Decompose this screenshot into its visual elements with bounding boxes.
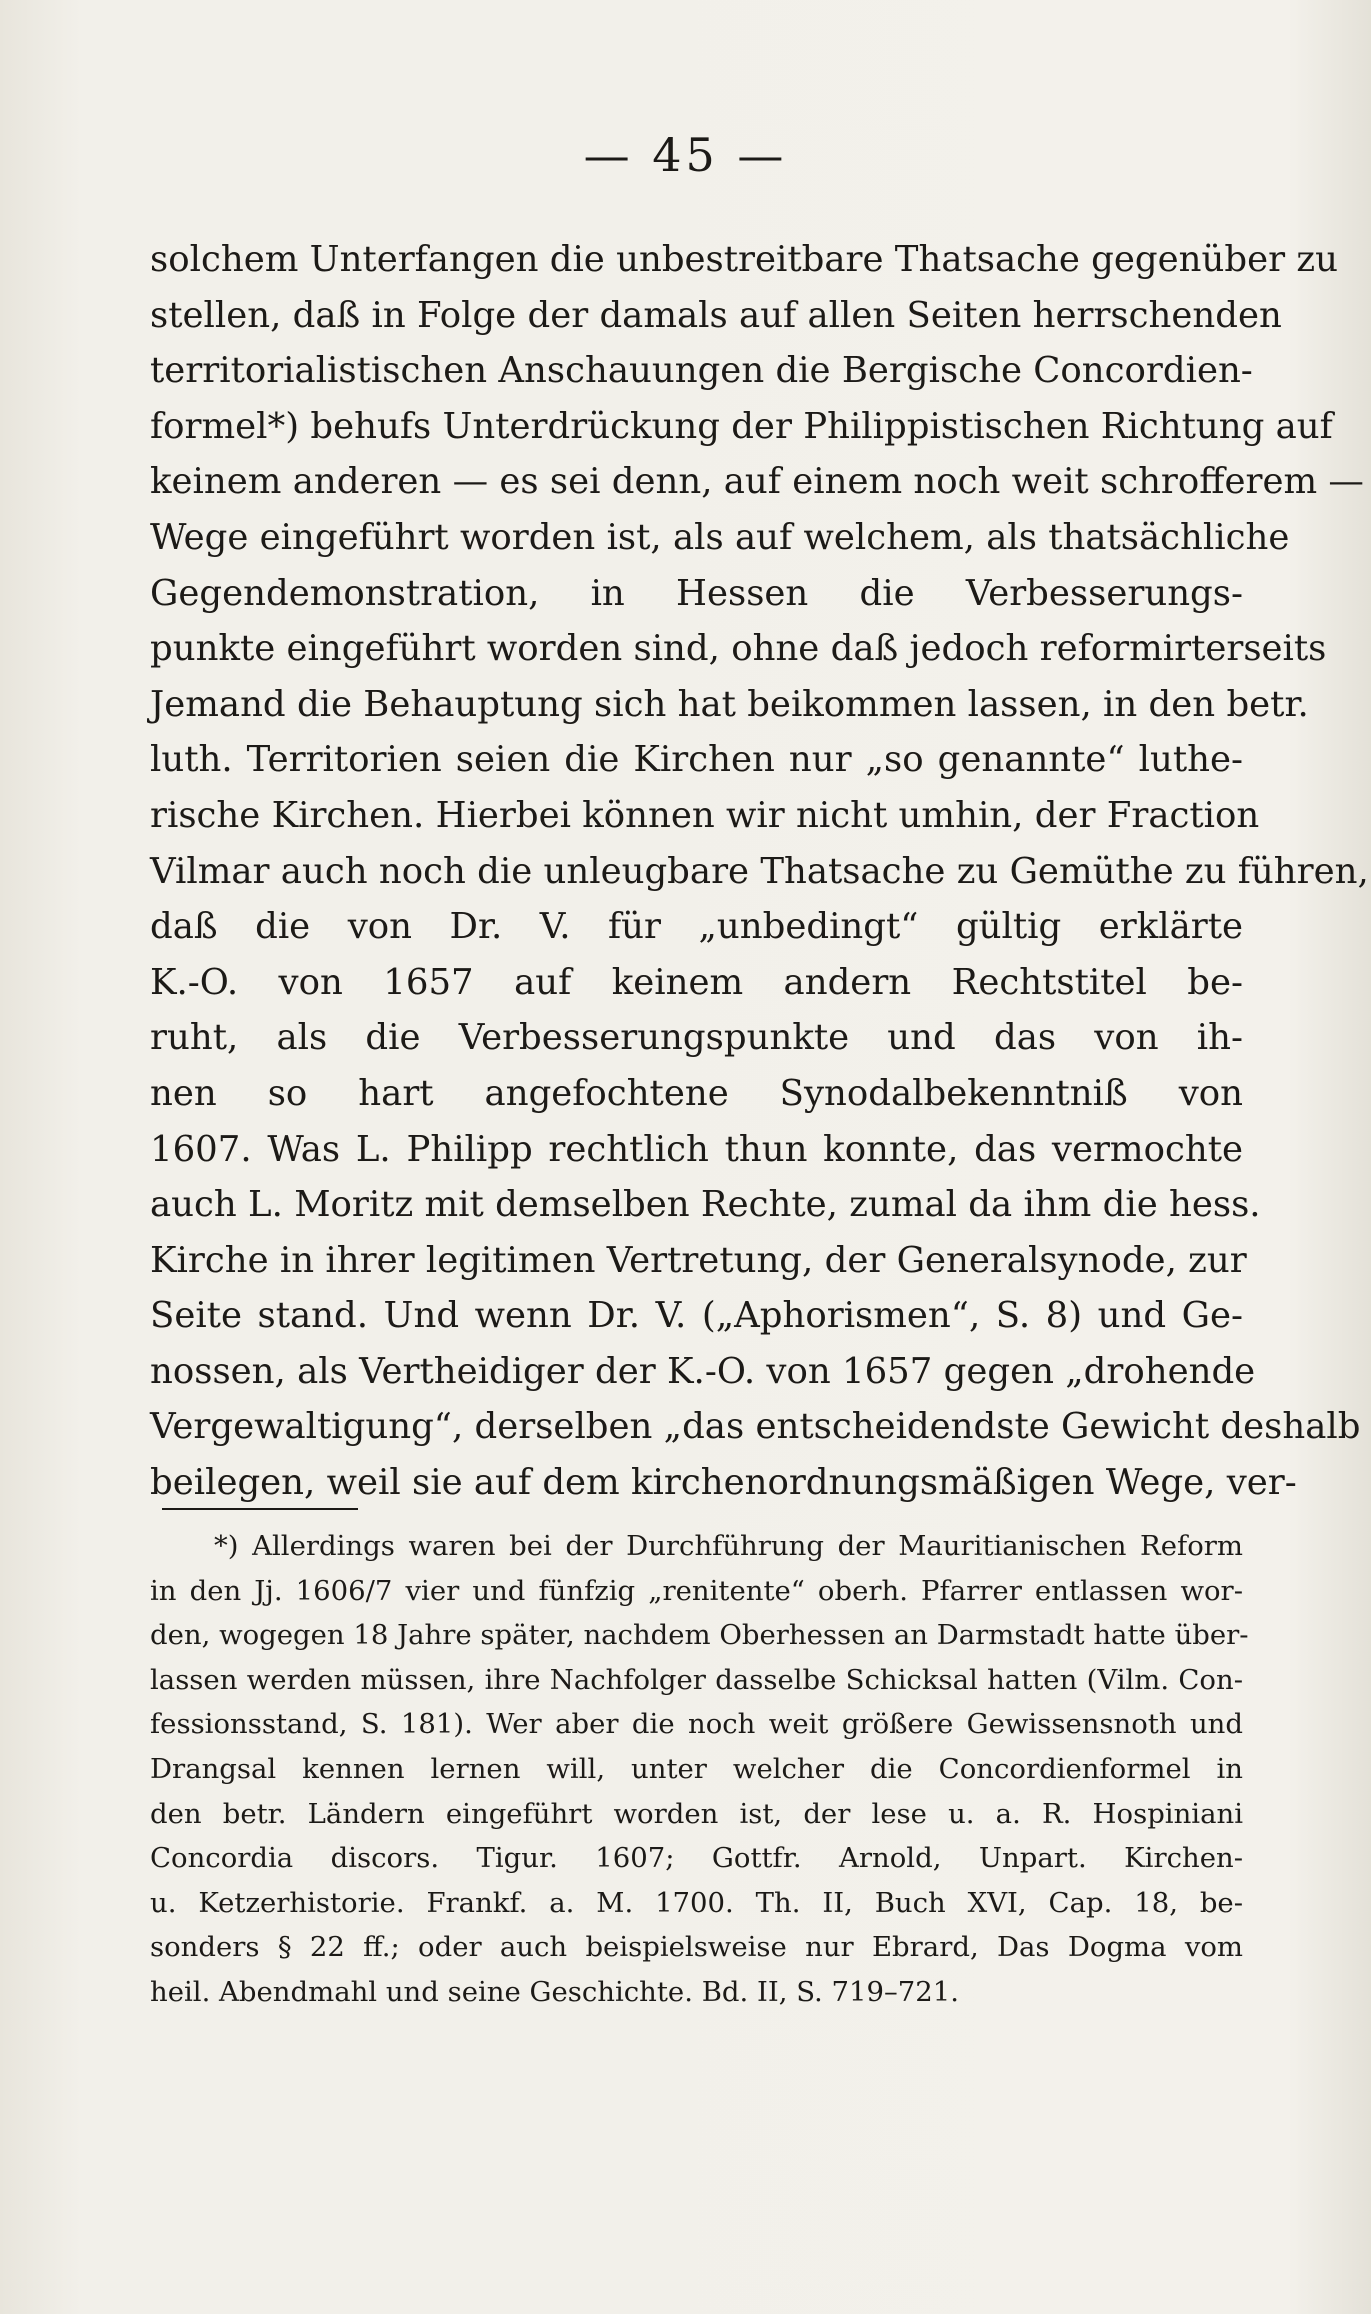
text-line: Wege eingeführt worden ist, als auf welchem, als thatsächliche (150, 516, 1290, 558)
footnote-divider (162, 1508, 358, 1510)
footnote-line: fessionsstand, S. 181). Wer aber die noch weit größere Gewissensnoth und (150, 1708, 1243, 1741)
text-line: Vergewaltigung“, derselben „das entscheidendste Gewicht deshalb (150, 1406, 1361, 1448)
text-line: Kirche in ihrer legitimen Vertretung, der Generalsynode, zur (150, 1239, 1247, 1281)
page-number: — 45 — (583, 128, 788, 182)
text-line: Gegendemonstration, in Hessen die Verbesserungs- (150, 572, 1243, 614)
text-line: territorialistischen Anschauungen die Bergische Concordien- (150, 350, 1253, 392)
text-line: Jemand die Behauptung sich hat beikommen lassen, in den betr. (150, 683, 1309, 725)
text-line: formel*) behufs Unterdrückung der Philippistischen Richtung auf (150, 405, 1333, 447)
footnote-line: u. Ketzerhistorie. Frankf. a. M. 1700. Th. II, Buch XVI, Cap. 18, be- (150, 1886, 1243, 1919)
text-line: nossen, als Vertheidiger der K.-O. von 1657 gegen „drohende (150, 1350, 1256, 1392)
text-line: stellen, daß in Folge der damals auf allen Seiten herrschenden (150, 294, 1282, 336)
footnote-line: heil. Abendmahl und seine Geschichte. Bd. II, S. 719–721. (150, 1975, 960, 2008)
footnote-line: *) Allerdings waren bei der Durchführung der Mauritianischen Reform (214, 1530, 1243, 1562)
text-line: beilegen, weil sie auf dem kirchenordnungsmäßigen Wege, ver- (150, 1462, 1297, 1504)
footnote-line: den betr. Ländern eingeführt worden ist, der lese u. a. R. Hospiniani (150, 1797, 1243, 1830)
text-line: ruht, als die Verbesserungspunkte und das von ih- (150, 1017, 1243, 1059)
footnote-line: sonders § 22 ff.; oder auch beispielsweise nur Ebrard, Das Dogma vom (150, 1931, 1243, 1964)
footnote-line: lassen werden müssen, ihre Nachfolger dasselbe Schicksal hatten (Vilm. Con- (150, 1663, 1243, 1696)
footnote-line: Concordia discors. Tigur. 1607; Gottfr. Arnold, Unpart. Kirchen- (150, 1842, 1243, 1875)
main-text (150, 232, 1369, 1511)
footnote-line: den, wogegen 18 Jahre später, nachdem Oberhessen an Darmstadt hatte über- (150, 1619, 1249, 1652)
text-line: 1607. Was L. Philipp rechtlich thun konnte, das vermochte (150, 1128, 1243, 1170)
footnote-line: in den Jj. 1606/7 vier und fünfzig „renitente“ oberh. Pfarrer entlassen wor- (150, 1574, 1243, 1607)
text-line: Vilmar auch noch die unleugbare Thatsache zu Gemüthe zu führen, (150, 850, 1369, 892)
footnote-line: Drangsal kennen lernen will, unter welcher die Concordienformel in (150, 1752, 1243, 1785)
footnote (150, 1524, 1249, 2015)
text-line: daß die von Dr. V. für „unbedingt“ gültig erklärte (150, 906, 1243, 948)
text-line: keinem anderen — es sei denn, auf einem noch weit schrofferem — (150, 461, 1364, 503)
text-line: Seite stand. Und wenn Dr. V. („Aphorismen“, S. 8) und Ge- (150, 1295, 1243, 1337)
text-line: auch L. Moritz mit demselben Rechte, zumal da ihm die hess. (150, 1184, 1261, 1226)
text-line: nen so hart angefochtene Synodalbekenntniß von (150, 1072, 1243, 1114)
text-line: punkte eingeführt worden sind, ohne daß jedoch reformirterseits (150, 628, 1327, 670)
text-line: K.-O. von 1657 auf keinem andern Rechtstitel be- (150, 961, 1243, 1003)
text-line: rische Kirchen. Hierbei können wir nicht umhin, der Fraction (150, 794, 1260, 836)
text-line: solchem Unterfangen die unbestreitbare Thatsache gegenüber zu (150, 239, 1338, 280)
text-line: luth. Territorien seien die Kirchen nur „so genannte“ luthe- (150, 739, 1243, 781)
